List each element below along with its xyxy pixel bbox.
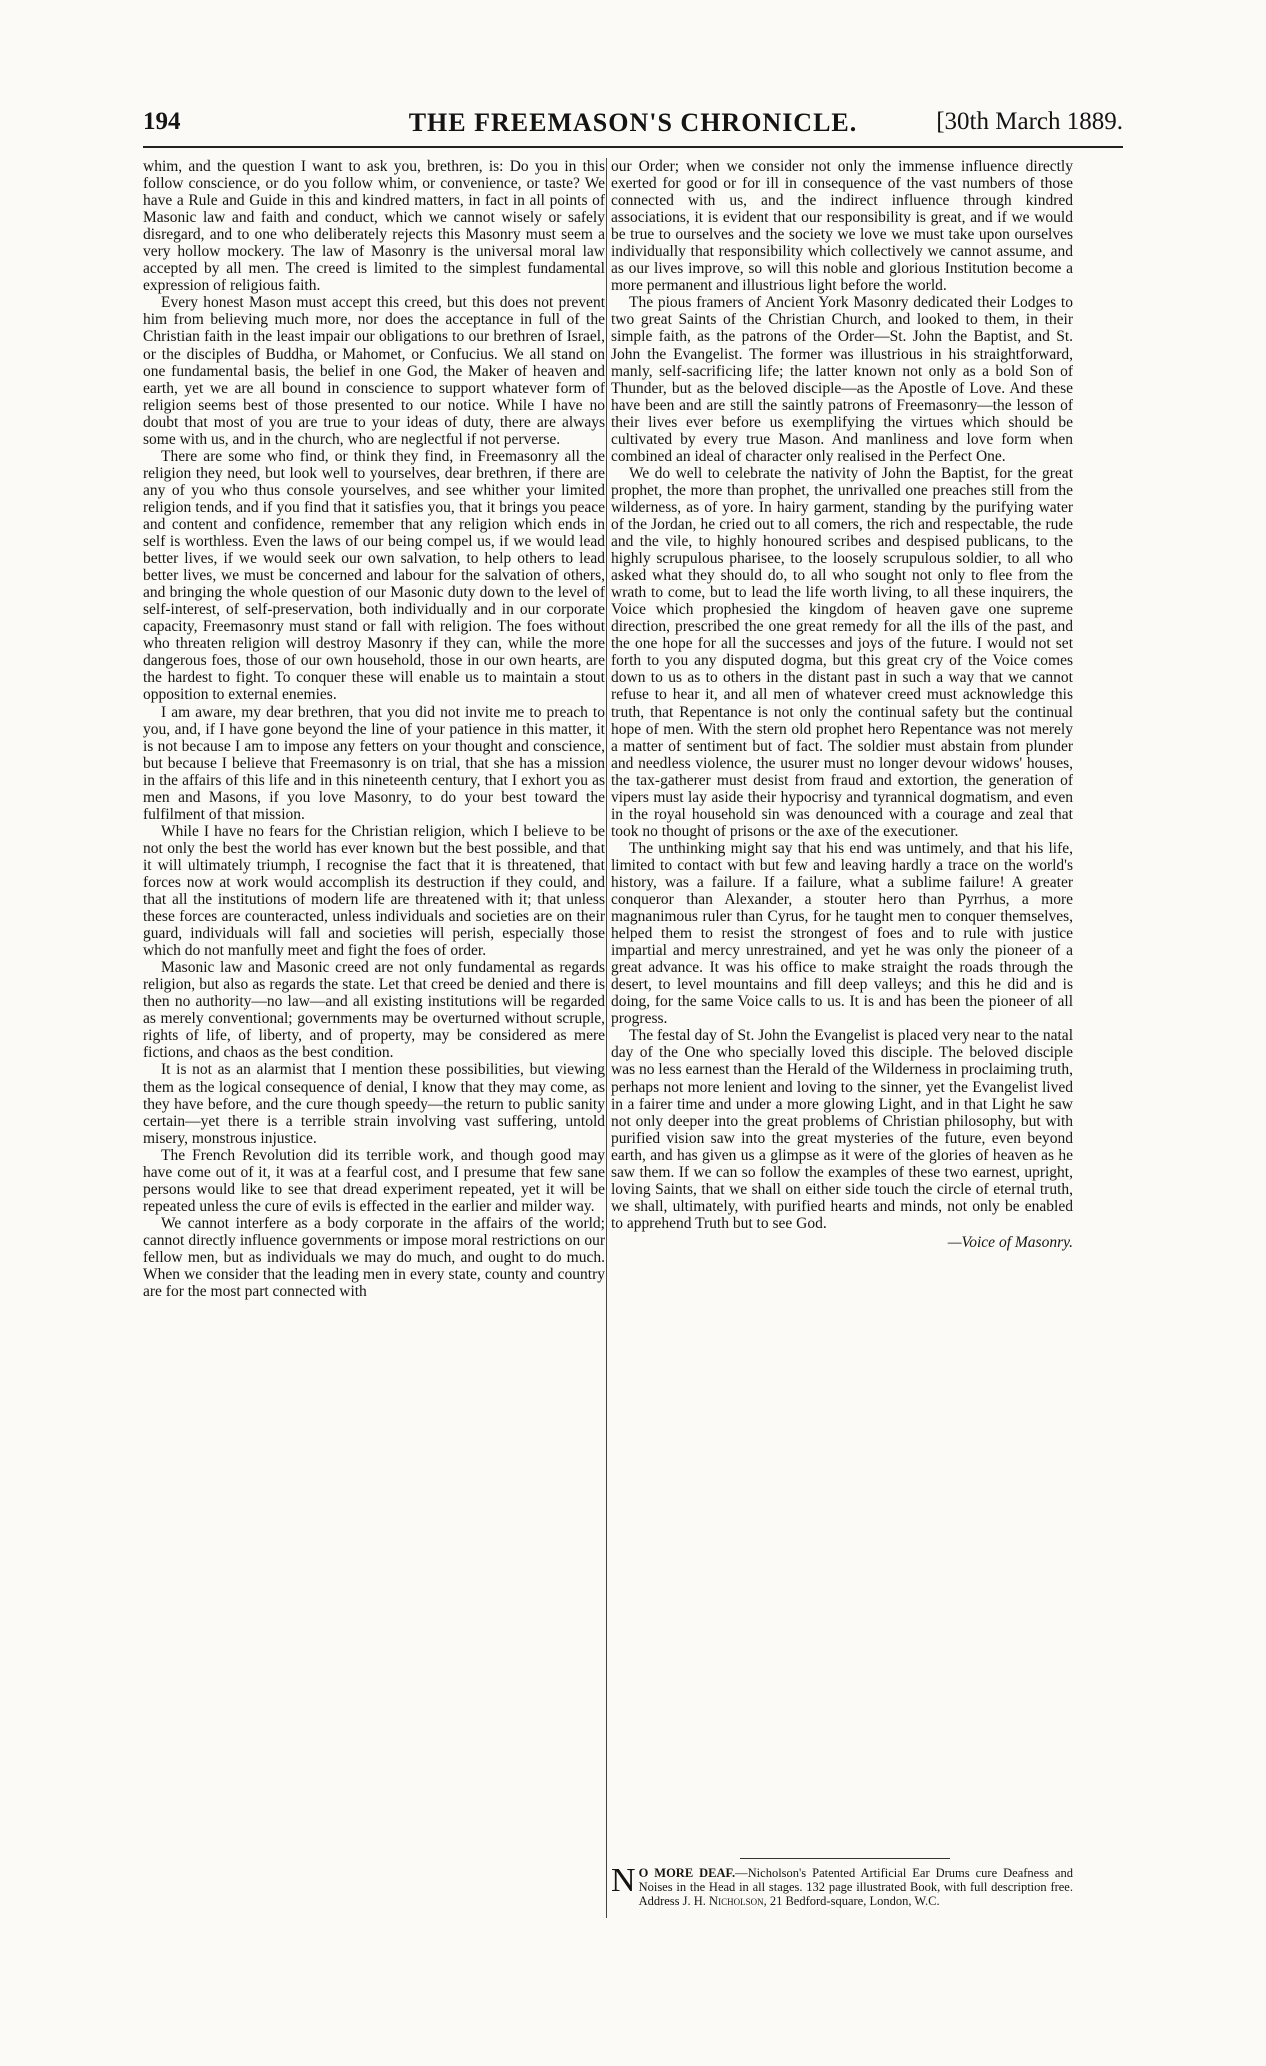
paragraph: It is not as an alarmist that I mention these possibilities, but viewing them as the logical consequence of denial, I know that they may come, as they have before, and the cure though speedy—the return to public sanity certain—yet there is a terrible strain involving vast suffering, untold misery, monstrous injustice. <box>143 1061 605 1147</box>
paragraph: While I have no fears for the Christian religion, which I believe to be not only the best the world has ever known but the best possible, and that it will ultimately triumph, I recognise the fact that it is threatened, that forces now at work would accomplish its destruction if they could, and that all the institutions of modern life are threatened with it; that unless these forces are counteracted, unless individuals and societies are on their guard, individuals will fall and societies will perish, especially those which do not manfully meet and fight the foes of order. <box>143 822 605 960</box>
ad-drop-cap: N <box>611 1862 636 1899</box>
column-divider <box>606 158 607 1918</box>
paragraph: There are some who find, or think they find, in Freemasonry all the religion they need, but look well to yourselves, dear brethren, if there are any of you who thus console yourselves, and see whither your limited religion tends, and if you find that it satisfies you, that it brings you peace and content and confidence, remember that any religion which ends in self is worthless. Even the laws of our being compel us, if we would lead better lives, if we would seek our own salvation, to help others to lead better lives, we must be concerned and labour for the salvation of others, and bringing the whole question of our Masonic duty down to the level of self-interest, of self-preservation, both individually and in our corporate capacity, Freemasonry must stand or fall with religion. The foes without who threaten religion will destroy Masonry if they can, while the more dangerous foes, those of our own household, those in our own hearts, are the hardest to fight. To conquer these will enable us to maintain a stout opposition to external enemies. <box>143 447 605 704</box>
paragraph: Masonic law and Masonic creed are not only fundamental as regards religion, but also as regards the state. Let that creed be denied and there is then no authority—no law—and all existing institutions will be regarded as merely conventional; governments may be overturned without scruple, rights of life, of liberty, and of property, may be considered as mere fictions, and chaos as the best condition. <box>143 959 605 1062</box>
paragraph: The pious framers of Ancient York Masonry dedicated their Lodges to two great Saints of the Christian Church, and looked to them, in their simple faith, as the patrons of the Order—St. John the Baptist, and St. John the Evangelist. The former was illustrious in his straightforward, manly, self-sacrificing life; the latter known not only as a bold Son of Thunder, but as the beloved disciple—as the Apostle of Love. And these have been and are still the saintly patrons of Freemasonry—the lesson of their lives ever before us exemplifying the virtues which should be cultivated by every true Mason. And manliness and love form when combined an ideal of character only realised in the Perfect One. <box>611 294 1073 465</box>
right-column <box>611 158 1073 1448</box>
left-column <box>143 158 605 1918</box>
page-number: 194 <box>143 108 181 135</box>
paragraph: The unthinking might say that his end was untimely, and that his life, limited to contact with but few and leaving hardly a trace on the world's history, was a failure. If a failure, what a sublime failure! A greater conqueror than Alexander, a stouter hero than Pyrrhus, a more magnanimous ruler than Cyrus, for he taught men to conquer themselves, helped them to resist the strongest of foes and to rule with justice impartial and mercy unrestrained, and yet he was only the pioneer of a great advance. It was his office to make straight the roads through the desert, to level mountains and fill deep valleys; and this he did and is doing, for the same Voice calls to us. It is and has been the pioneer of all progress. <box>611 839 1073 1028</box>
paragraph: We cannot interfere as a body corporate in the affairs of the world; cannot directly influence governments or impose moral restrictions on our fellow men, but as individuals we may do much, and ought to do much. When we consider that the leading men in every state, county and country are for the most part connected with <box>143 1214 605 1301</box>
paragraph: our Order; when we consider not only the immense influence directly exerted for good or for ill in consequence of the vast numbers of those connected with us, and the indirect influence through kindred associations, it is evident that our responsibility is great, and if we would be true to ourselves and the society we love we must take upon ourselves individually that responsibility which collectively we cannot assume, and as our lives improve, so will this noble and glorious Institution become a more permanent and illustrious light before the world. <box>611 158 1073 295</box>
ad-body: —Nicholson's Patented Artificial Ear Drums cure Deafness and Noises in the Head in all stages. 132 page illustrated Book, with full description free. Address <box>638 1866 1073 1908</box>
advertisement-divider <box>740 1858 950 1859</box>
ad-name: J. H. Nicholson, <box>682 1894 767 1908</box>
paragraph: The French Revolution did its terrible work, and though good may have come out of it, it was at a fearful cost, and I presume that few sane persons would like to see that dread experiment repeated, yet it will be repeated unless the cure of evils is effected in the earlier and milder way. <box>143 1146 605 1215</box>
article-signature: —Voice of Masonry. <box>947 1233 1073 1251</box>
masthead <box>143 106 1123 148</box>
advertisement <box>611 1862 1073 1908</box>
ad-address: 21 Bedford-square, London, W.C. <box>769 1894 940 1908</box>
paragraph: The festal day of St. John the Evangelist is placed very near to the natal day of the One who specially loved this disciple. The beloved disciple was no less earnest than the Herald of the Wilderness in proclaiming truth, perhaps not more lenient and loving to the sinner, yet the Evangelist lived in a fairer time and under a more glowing Light, and in that Light he saw not only deeper into the great problems of Christian philosophy, but with purified vision saw into the great mysteries of the future, even beyond earth, and has given us a glimpse as it were of the glories of heaven as he saw them. If we can so follow the examples of these two earnest, upright, loving Saints, that we shall on either side touch the circle of eternal truth, we shall, ultimately, with purified hearts and minds, not only be enabled to apprehend Truth but to see God. <box>611 1027 1073 1232</box>
paragraph: Every honest Mason must accept this creed, but this does not prevent him from believing much more, nor does the acceptance in full of the Christian faith in the least impair our obligations to our brethren of Israel, or the disciples of Buddha, or Mahomet, or Confucius. We all stand on one fundamental basis, the belief in one God, the Maker of heaven and earth, yet we are all bound in conscience to support whatever form of religion seems best of those presented to our notice. While I have no doubt that most of you are true to your ideas of duty, there are always some with us, and in the church, who are neglectful if not perverse. <box>143 294 605 448</box>
ad-headline: O MORE DEAF. <box>638 1866 736 1880</box>
newspaper-title: THE FREEMASON'S CHRONICLE. <box>408 108 858 137</box>
issue-date: [30th March 1889. <box>936 108 1123 135</box>
paragraph: I am aware, my dear brethren, that you did not invite me to preach to you, and, if I have gone beyond the line of your patience in this matter, it is not because I am to impose any fetters on your thought and conscience, but because I believe that Freemasonry is on trial, that she has a mission in the affairs of this life and in this nineteenth century, that I exhort you as men and Masons, if you love Masonry, to do your best toward the fulfilment of that mission. <box>143 703 605 823</box>
paragraph: whim, and the question I want to ask you, brethren, is: Do you in this follow conscience, or do you follow whim, or convenience, or taste? We have a Rule and Guide in this and kindred matters, in fact in all points of Masonic law and faith and conduct, which we cannot wisely or safely disregard, and to one who deliberately rejects this Masonry must seem a very hollow mockery. The law of Masonry is the universal moral law accepted by all men. The creed is limited to the simplest fundamental expression of religious faith. <box>143 158 605 295</box>
paragraph: We do well to celebrate the nativity of John the Baptist, for the great prophet, the more than prophet, the unrivalled one preaches still from the wilderness, as of yore. In hairy garment, standing by the purifying water of the Jordan, he cried out to all comers, the rich and respectable, the rude and the vile, to highly honoured scribes and despised publicans, to the highly scrupulous pharisee, to the loosely scrupulous soldier, to all who asked what they should do, to all who sought not only to flee from the wrath to come, but to lead the life worth living, to all these inquirers, the Voice which prophesied the kingdom of heaven gave one supreme direction, prescribed the one great remedy for all the ills of the past, and the one hope for all the successes and joys of the future. I would not set forth to you any disputed dogma, but this great cry of the Voice comes down to us as to others in the distant past in such a way that we cannot refuse to hear it, and all men of whatever creed must acknowledge this truth, that Repentance is not only the continual safety but the continual hope of men. With the stern old prophet hero Repentance was not merely a matter of sentiment but of fact. The soldier must abstain from plunder and needless violence, the usurer must no longer devour widows' houses, the tax-gatherer must desist from fraud and extortion, the generation of vipers must lay aside their hypocrisy and tyrannical dogmatism, and even in the royal household sin was denounced with a courage and zeal that took no thought of prisons or the axe of the executioner. <box>611 464 1073 840</box>
